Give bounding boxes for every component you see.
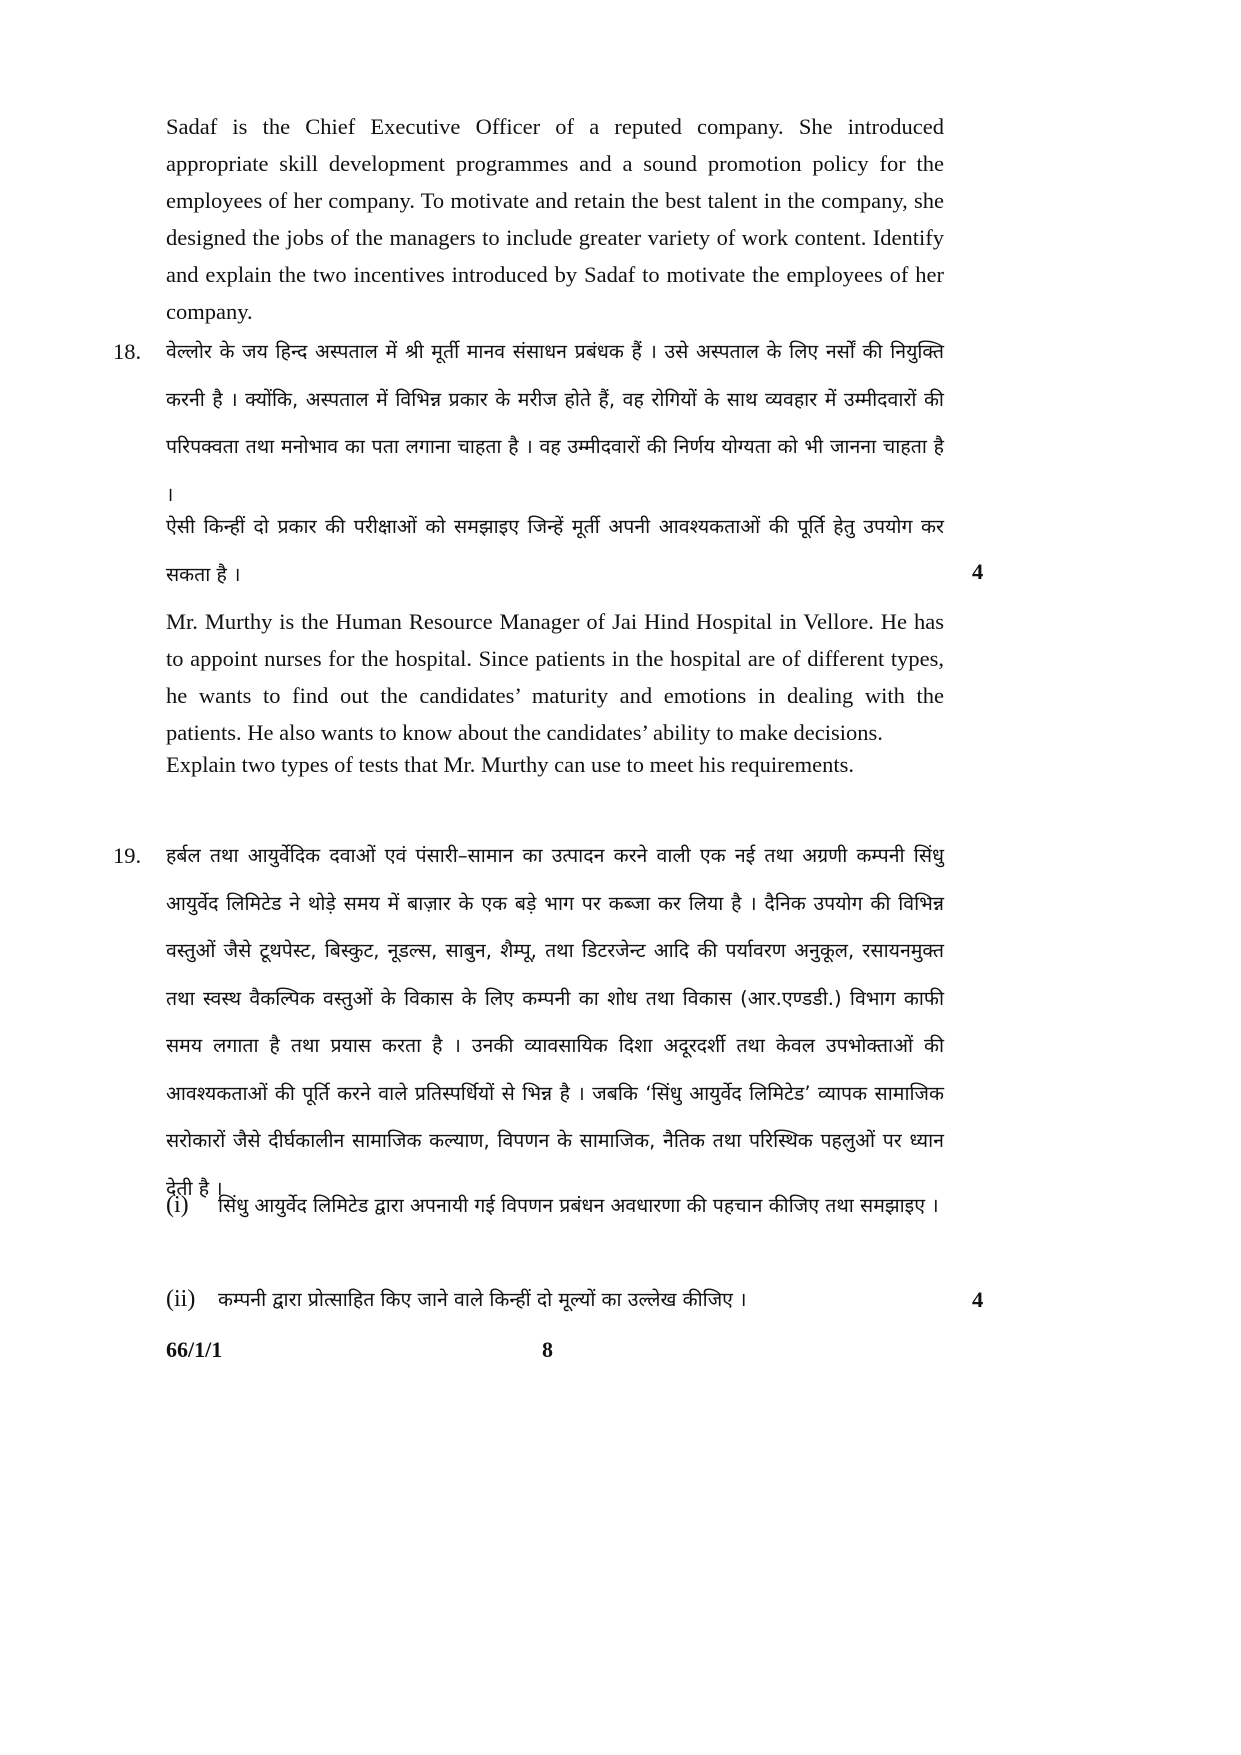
- q19-sub-i-text: सिंधु आयुर्वेद लिमिटेड द्वारा अपनायी गई विपणन प्रबंधन अवधारणा की पहचान कीजिए तथा समझाइए ।: [218, 1194, 939, 1217]
- q18-hindi-question: ऐसी किन्हीं दो प्रकार की परीक्षाओं को समझाइए जिन्हें मूर्ती अपनी आवश्यकताओं की पूर्ति हेतु उपयोग कर सकता है ।: [166, 515, 944, 586]
- q19-hindi-text: हर्बल तथा आयुर्वेदिक दवाओं एवं पंसारी–सामान का उत्पादन करने वाली एक नई तथा अग्रणी कम्पनी सिंधु आयुर्वेद लिमिटेड ने थोड़े समय में बाज़ार के एक बड़े भाग पर कब्जा कर लिया है । दैनिक उपयोग की विभिन्न वस्तुओं जैसे टूथपेस्ट, बिस्कुट, नूडल्स, साबुन, शैम्पू, तथा डिटरजेन्ट आदि की पर्यावरण अनुकूल, रसायनमुक्त तथा स्वस्थ वैकल्पिक वस्तुओं के विकास के लिए कम्पनी का शोध तथा विकास (आर.एण्डडी.) विभाग काफी समय लगाता है तथा प्रयास करता है । उनकी व्यावसायिक दिशा अदूरदर्शी तथा केवल उपभोक्ताओं की आवश्यकताओं की पूर्ति करने वाले प्रतिस्पर्धियों से भिन्न है । जबकि ‘सिंधु आयुर्वेद लिमिटेड’ व्यापक सामाजिक सरोकारों जैसे दीर्घकालीन सामाजिक कल्याण, विपणन के सामाजिक, नैतिक तथा परिस्थिक पहलुओं पर ध्यान देती है ।: [166, 844, 944, 1200]
- q17-english-text: Sadaf is the Chief Executive Officer of a reputed company. She introduced appropriate skill development programmes and a sound promotion policy for the employees of her company. To motivate and retain the best talent in the company, she designed the jobs of the managers to include greater variety of work content. Identify and explain the two incentives introduced by Sadaf to motivate the employees of her company.: [166, 114, 944, 324]
- q19-marks: 4: [972, 1287, 984, 1312]
- paper-code: 66/1/1: [166, 1337, 223, 1362]
- q18-marks: 4: [972, 559, 984, 584]
- q18-english-text: Mr. Murthy is the Human Resource Manager of Jai Hind Hospital in Vellore. He has to appoint nurses for the hospital. Since patients in the hospital are of different types, he wants to find out the candidates’ maturity and emotions in dealing with the patients. He also wants to know about the candidates’ ability to make decisions.: [166, 609, 944, 745]
- q18-hindi-text: वेल्लोर के जय हिन्द अस्पताल में श्री मूर्ती मानव संसाधन प्रबंधक हैं । उसे अस्पताल के लिए नर्सों की नियुक्ति करनी है । क्योंकि, अस्पताल में विभिन्न प्रकार के मरीज होते हैं, वह रोगियों के साथ व्यवहार में उम्मीदवारों की परिपक्वता तथा मनोभाव का पता लगाना चाहता है । वह उम्मीदवारों की निर्णय योग्यता को भी जानना चाहता है ।: [166, 340, 944, 506]
- q18-number: 18.: [113, 339, 142, 364]
- page-number: 8: [542, 1337, 553, 1362]
- q19-sub-i-label: (i): [166, 1192, 189, 1218]
- q18-english-question: Explain two types of tests that Mr. Murthy can use to meet his requirements.: [166, 752, 854, 777]
- q19-sub-ii-text: कम्पनी द्वारा प्रोत्साहित किए जाने वाले किन्हीं दो मूल्यों का उल्लेख कीजिए ।: [218, 1288, 747, 1311]
- q19-sub-ii-label: (ii): [166, 1286, 196, 1312]
- q19-number: 19.: [113, 843, 142, 868]
